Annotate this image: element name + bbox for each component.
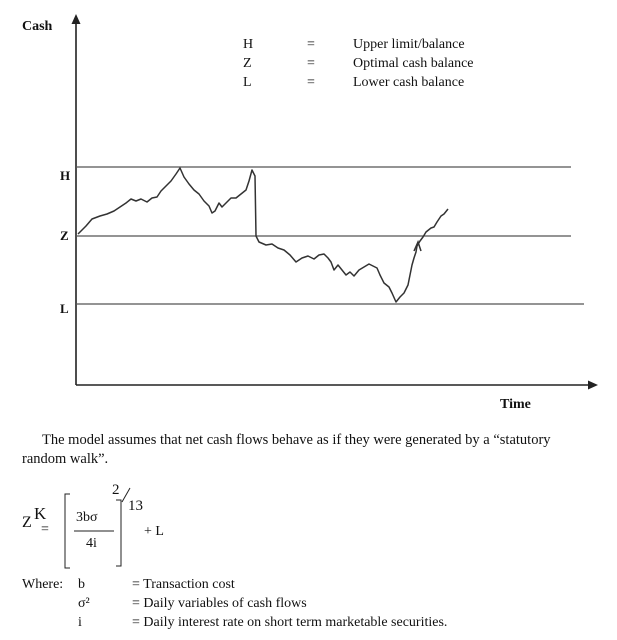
definition-symbol: σ² — [78, 596, 90, 611]
definition-text: = Transaction cost — [132, 577, 235, 592]
legend — [243, 37, 474, 90]
level-label-l: L — [60, 301, 69, 316]
legend-def-h: Upper limit/balance — [353, 37, 465, 52]
legend-def-z: Optimal cash balance — [353, 56, 474, 71]
legend-equals-h: = — [307, 37, 315, 52]
formula-plus-l: + L — [144, 524, 164, 539]
definition-symbol: b — [78, 577, 85, 592]
formula-power: 13 — [128, 498, 143, 514]
legend-equals-l: = — [307, 75, 315, 90]
where-label: Where: — [22, 577, 64, 592]
legend-symbol-z: Z — [243, 56, 252, 71]
x-axis-arrowhead — [588, 381, 598, 390]
legend-def-l: Lower cash balance — [353, 75, 465, 90]
y-axis-label: Cash — [22, 19, 53, 34]
formula-z: Z — [22, 514, 32, 531]
power-slash — [122, 488, 130, 502]
level-label-z: Z — [60, 228, 69, 243]
definition-text: = Daily variables of cash flows — [132, 596, 307, 611]
formula-equals: = — [41, 522, 49, 537]
formula-exponent-two: 2 — [112, 482, 120, 498]
formula-numerator: 3bσ — [76, 510, 98, 525]
left-bracket — [65, 494, 70, 568]
formula-k: K — [34, 504, 47, 523]
model-description — [22, 431, 582, 469]
definition-symbol: i — [78, 615, 82, 630]
miller-orr-formula — [22, 480, 222, 570]
legend-equals-z: = — [307, 56, 315, 71]
x-axis-label: Time — [500, 397, 531, 412]
legend-symbol-h: H — [243, 37, 254, 52]
formula-denominator: 4i — [86, 536, 97, 551]
cash-balance-path — [78, 168, 448, 302]
right-bracket — [116, 500, 121, 566]
definition-text: = Daily interest rate on short term marketable securities. — [132, 615, 448, 630]
legend-symbol-l: L — [243, 75, 252, 90]
y-axis-arrowhead — [72, 14, 81, 24]
model-description-text: The model assumes that net cash flows behave as if they were generated by a “statutory random walk”. — [22, 432, 551, 467]
formula-brackets — [22, 480, 222, 570]
level-label-h: H — [60, 168, 71, 183]
